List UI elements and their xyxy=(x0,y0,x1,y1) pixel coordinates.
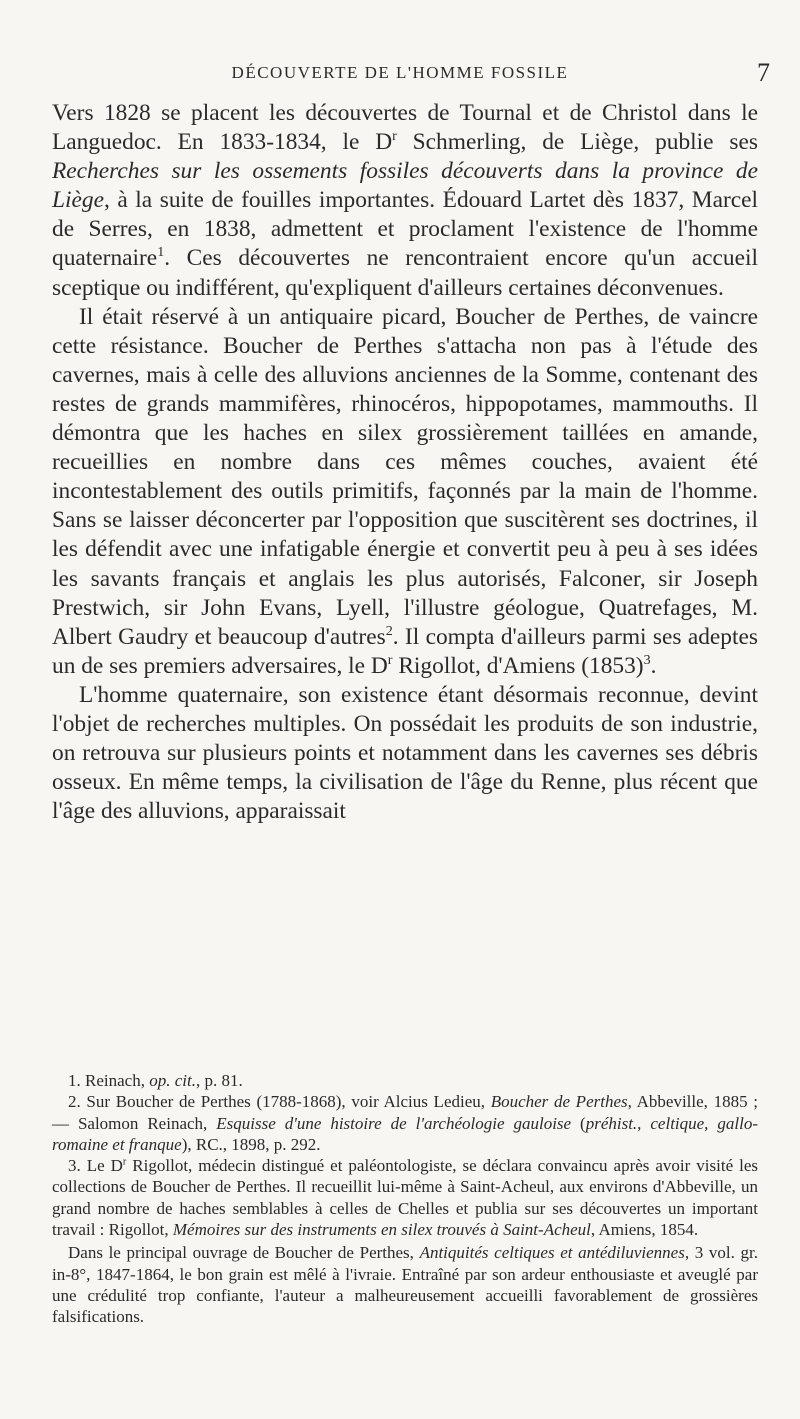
fn1-text-c: , p. 81. xyxy=(195,1071,243,1090)
fn2-title-esquisse: Esquisse d'une histoire de l'archéologie gauloise xyxy=(216,1113,572,1133)
p1-text-a: Vers 1828 se placent les découvertes de Tournal et de Christol dans le Languedoc. En 1833-1834, le D xyxy=(52,100,758,156)
fn3-title-memoires: Mémoires sur des instruments en silex trouvés à Saint-Acheul xyxy=(172,1220,591,1240)
fn3b-text-a: Dans le principal ouvrage de Boucher de Perthes, xyxy=(68,1243,420,1263)
running-title: DÉCOUVERTE DE L'HOMME FOSSILE xyxy=(231,63,569,82)
footnote-ref-3: 3 xyxy=(643,651,651,668)
footnote-2 xyxy=(52,1091,758,1155)
fn1-italic: op. cit. xyxy=(149,1071,196,1090)
fn3b-text-c: , 3 vol. gr. in-8°, 1847-1864, le bon grain est mêlé à l'ivraie. Entraîné par son ardeur enthousiaste et aveuglé par une crédulité trop confiante, l'auteur a malheureusement accueilli favorablement de grossières falsifications. xyxy=(52,1243,758,1327)
paragraph-1 xyxy=(52,99,758,303)
footnotes xyxy=(52,1070,758,1328)
p2-text-c: . Il compta d'ailleurs parmi ses adeptes un de ses premiers adversaires, le D xyxy=(52,623,758,679)
main-text xyxy=(52,99,758,826)
fn3b-title-antiquites: Antiquités celtiques et antédiluviennes xyxy=(419,1243,685,1263)
p1-text-g: . Ces découvertes ne rencontraient encore qu'un accueil sceptique ou indifférent, qu'expliquent d'ailleurs certaines déconvenues. xyxy=(52,245,758,301)
fn3-text-a: 3. Le D xyxy=(68,1156,123,1176)
p2-text-g: . xyxy=(650,652,657,679)
p1-title-recherches: Recherches sur les ossements fossiles découverts dans la province de Liège xyxy=(52,158,758,214)
footnote-1 xyxy=(52,1070,758,1091)
paragraph-2 xyxy=(52,303,758,681)
p2-text-a: Il était réservé à un antiquaire picard, Boucher de Perthes, de vaincre cette résistance. Boucher de Perthes s'attacha non pas à l'étude des cavernes, mais à celle des alluvions anciennes de la Somme, contenant des restes de grands mammifères, rhinocéros, hippopotames, mammouths. Il démontra que les haches en silex grossièrement taillées en amande, recueillies en nombre dans ces mêmes couches, avaient été incontestablement des outils primitifs, façonnés par la main de l'homme. Sans se laisser déconcerter par l'opposition que suscitèrent ses doctrines, il les défendit avec une infatigable énergie et convertit peu à peu à ses idées les savants français et anglais les plus autorisés, Falconer, sir Joseph Prestwich, sir John Evans, Lyell, l'illustre géologue, Quatrefages, M. Albert Gaudry et beaucoup d'autres xyxy=(52,303,758,650)
fn3-superscript-dr: r xyxy=(122,1156,127,1168)
fn2-text-a: 2. Sur Boucher de Perthes (1788-1868), voir Alcius Ledieu, xyxy=(68,1092,491,1112)
fn3-text-e: , Amiens, 1854. xyxy=(590,1220,699,1240)
footnote-3 xyxy=(52,1155,758,1240)
fn1-text-a: 1. Reinach, xyxy=(68,1071,150,1090)
footnote-3-continuation xyxy=(52,1242,758,1327)
fn2-text-e: ( xyxy=(571,1113,586,1133)
page-number: 7 xyxy=(757,58,770,87)
footnote-ref-2: 2 xyxy=(385,622,393,639)
paragraph-3: L'homme quaternaire, son existence étant désormais reconnue, devint l'objet de recherches multiples. On possédait les produits de son industrie, on retrouva sur plusieurs points et notamment dans les cavernes ses débris osseux. En même temps, la civilisation de l'âge du Renne, plus récent que l'âge des alluvions, apparaissait xyxy=(52,681,758,825)
p1-text-e: , à la suite de fouilles importantes. Édouard Lartet dès 1837, Marcel de Serres, en 1838, admettent et proclament l'existence de l'homme quaternaire xyxy=(52,187,758,272)
fn2-title-boucher: Boucher de Perthes xyxy=(490,1092,628,1112)
footnote-ref-1: 1 xyxy=(157,244,165,261)
fn3-text-c: Rigollot, médecin distingué et paléontologiste, se déclara convaincu après avoir visité les collections de Boucher de Perthes. Il recueillit lui-même à Saint-Acheul, aux environs d'Abbeville, un grand nombre de haches semblables à celles de Chelles et publia sur ses découvertes un important travail : Rigollot, xyxy=(52,1156,758,1240)
p1-superscript-dr: r xyxy=(392,128,397,145)
p2-text-e: Rigollot, d'Amiens (1853) xyxy=(392,652,644,679)
p2-superscript-dr: r xyxy=(387,651,393,668)
fn2-text-g: ), RC., 1898, p. 292. xyxy=(181,1134,321,1154)
fn2-text-c: , Abbeville, 1885 ; — Salomon Reinach, xyxy=(52,1092,758,1133)
fn2-italic-subtitle: préhist., celtique, gallo-romaine et franque xyxy=(52,1113,758,1154)
p1-text-c: Schmerling, de Liège, publie ses xyxy=(396,129,758,156)
